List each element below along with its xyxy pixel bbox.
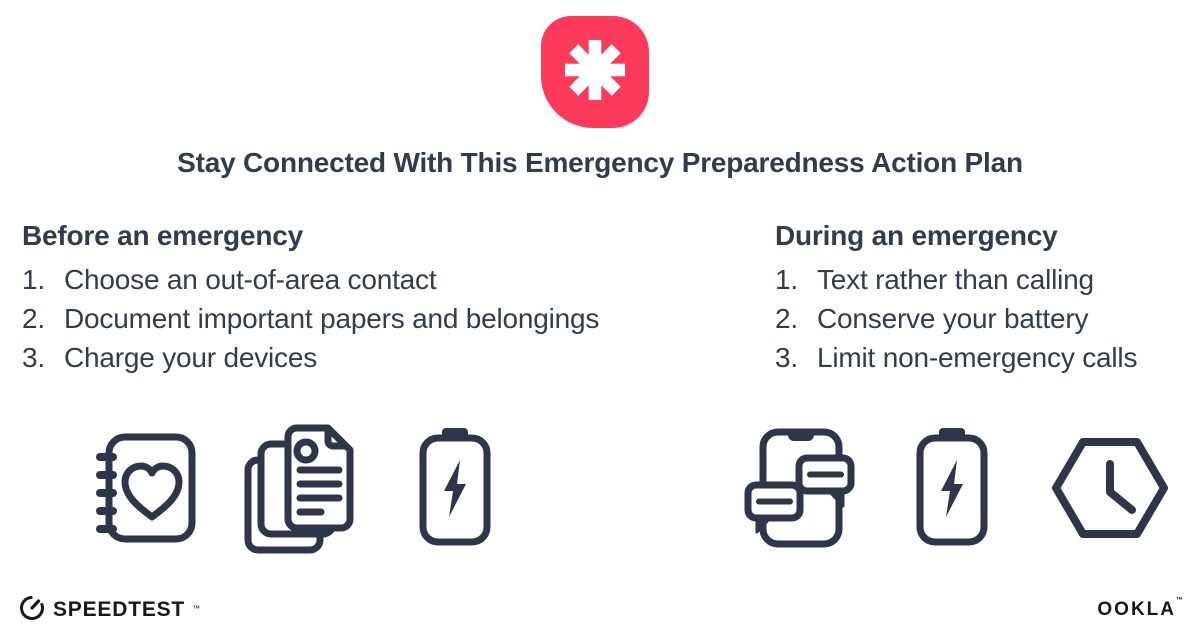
list-item-text: Choose an out-of-area contact: [64, 264, 437, 295]
list-item: [775, 260, 1195, 299]
documents-stack-icon: [244, 423, 356, 555]
during-emergency-heading: During an emergency: [775, 220, 1058, 251]
list-item-number: 2.: [775, 303, 798, 334]
speedtest-trademark: ™: [192, 603, 201, 613]
list-item: [775, 299, 1195, 338]
list-item: [22, 299, 722, 338]
medical-asterisk-icon: [564, 39, 626, 106]
list-item: [22, 338, 722, 377]
clock-hexagon-icon: [1048, 434, 1172, 542]
charged-battery-icon: [419, 428, 491, 546]
before-emergency-heading: Before an emergency: [22, 220, 303, 251]
ookla-trademark: ™: [1176, 597, 1183, 604]
speedtest-wordmark: SPEEDTEST: [53, 598, 186, 621]
charged-battery-icon: [916, 428, 988, 546]
speedtest-logo: [18, 595, 200, 625]
during-emergency-list: [775, 260, 1195, 377]
text-message-phone-icon: [744, 428, 856, 548]
speedtest-gauge-icon: [18, 594, 46, 627]
list-item-text: Charge your devices: [64, 342, 317, 373]
ookla-logo: [1097, 599, 1183, 621]
during-emergency-section: [775, 220, 1195, 377]
list-item: [22, 260, 722, 299]
emergency-badge: [541, 16, 649, 128]
list-item-text: Text rather than calling: [817, 264, 1094, 295]
list-item-number: 3.: [22, 342, 45, 373]
list-item-number: 2.: [22, 303, 45, 334]
list-item-number: 1.: [775, 264, 798, 295]
contacts-notebook-icon: [96, 430, 198, 546]
page-title: Stay Connected With This Emergency Preparedness Action Plan: [177, 147, 1023, 178]
list-item-text: Limit non-emergency calls: [817, 342, 1138, 373]
list-item-text: Conserve your battery: [817, 303, 1089, 334]
ookla-wordmark: OOKLA: [1097, 599, 1176, 620]
before-emergency-list: [22, 260, 722, 377]
before-emergency-section: [22, 220, 722, 377]
list-item-number: 3.: [775, 342, 798, 373]
list-item-text: Document important papers and belongings: [64, 303, 600, 334]
list-item: [775, 338, 1195, 377]
list-item-number: 1.: [22, 264, 45, 295]
